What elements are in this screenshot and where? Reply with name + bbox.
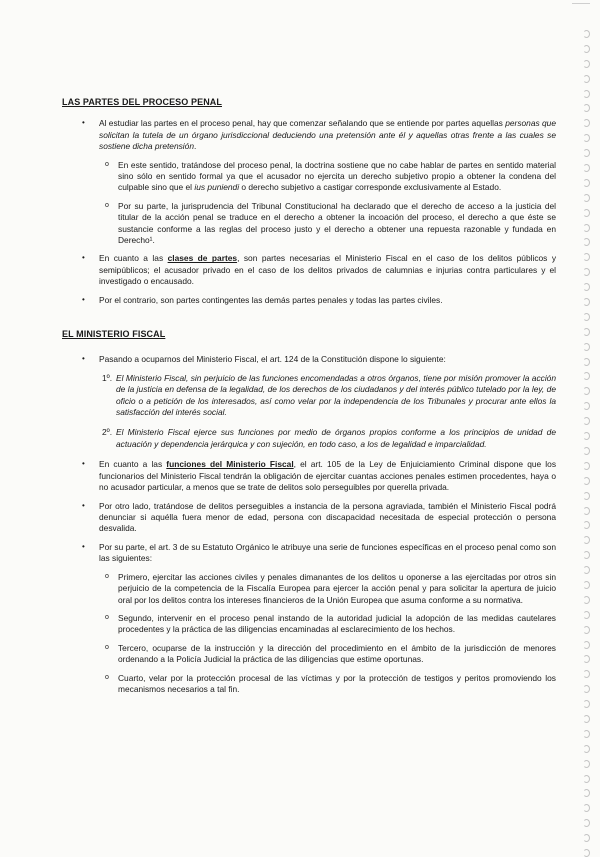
binder-hole xyxy=(583,90,590,98)
binder-hole xyxy=(583,819,590,827)
binder-hole xyxy=(583,641,590,649)
list-item-primero: o Primero, ejercitar las acciones civiles y penales dimanantes de los delitos u oponerse a las ejercitadas por otros sin perjuicio de la competencia de la Fiscalía Europea para ejercer la acción penal y para solicitar la apertura de juicio oral por los delitos contra los intereses financieros de la Unión Europea que asuma conforme a su normativa. xyxy=(62,572,556,606)
binder-hole xyxy=(583,745,590,753)
binder-hole xyxy=(583,611,590,619)
binder-hole xyxy=(583,477,590,485)
binder-hole xyxy=(583,283,590,291)
binder-hole xyxy=(583,685,590,693)
list-item-segundo: o Segundo, intervenir en el proceso penal instando de la autoridad judicial la adopción de las medidas cautelares procedentes y la práctica de las diligencias encaminadas al esclarecimiento de los hechos. xyxy=(62,613,556,636)
binder-hole xyxy=(583,492,590,500)
binder-hole xyxy=(583,596,590,604)
binder-hole xyxy=(583,521,590,529)
binder-hole xyxy=(583,179,590,187)
binder-hole xyxy=(583,30,590,38)
binder-hole xyxy=(583,238,590,246)
binder-hole xyxy=(583,551,590,559)
binder-hole xyxy=(583,119,590,127)
binder-hole xyxy=(583,462,590,470)
binder-hole xyxy=(583,581,590,589)
paragraph-partes-contingentes: • Por el contrario, son partes contingentes las demás partes penales y todas las partes civiles. xyxy=(62,295,556,306)
binder-hole xyxy=(583,60,590,68)
paragraph-otro-lado: • Por otro lado, tratándose de delitos perseguibles a instancia de la persona agraviada, también el Ministerio Fiscal podrá denunciar si aquélla fuera menor de edad, persona con discapacidad necesitada de especial protección o persona desvalida. xyxy=(62,501,556,535)
binder-hole xyxy=(583,75,590,83)
binder-hole xyxy=(583,328,590,336)
binder-hole xyxy=(583,536,590,544)
paragraph-funciones: • En cuanto a las funciones del Ministerio Fiscal, el art. 105 de la Ley de Enjuiciamiento Criminal dispone que los funcionarios del Ministerio Fiscal tendrán la obligación de ejercitar cuantas acciones penales estimen procedentes, haya o no acusador particular, a menos que se trate de delitos solo perseguibles por querella privada. xyxy=(62,459,556,493)
paragraph-estatuto: • Por su parte, el art. 3 de su Estatuto Orgánico le atribuye una serie de funciones específicas en el proceso penal como son las siguientes: xyxy=(62,542,556,565)
binder-hole xyxy=(583,253,590,261)
quote-point-1: 1º. El Ministerio Fiscal, sin perjuicio de las funciones encomendadas a otros órganos, tiene por misión promover la acción de la justicia en defensa de la legalidad, de los derechos de los ciudadanos y del interés público tutelado por la ley, de oficio o a petición de los interesados, así como velar por la independencia de los Tribunales y procurar ante ellos la satisfacción del interés social. xyxy=(102,372,556,418)
list-item-cuarto: o Cuarto, velar por la protección procesal de las víctimas y por la protección de testigos y peritos promoviendo los mecanismos necesarios a tal fin. xyxy=(62,673,556,696)
binder-hole xyxy=(583,507,590,515)
binder-hole xyxy=(583,343,590,351)
binder-hole xyxy=(583,417,590,425)
paragraph-intro-partes: • Al estudiar las partes en el proceso penal, hay que comenzar señalando que se entiende por partes aquellas personas que solicitan la tutela de un órgano jurisdiccional deduciendo una pretensión ante él y aquellas otras frente a las cuales se sostiene dicha pretensión. xyxy=(62,118,556,152)
list-item-tercero: o Tercero, ocuparse de la instrucción y la dirección del procedimiento en el ámbito de la jurisdicción de menores ordenando a la Policía Judicial la práctica de las diligencias que estime oportunas. xyxy=(62,643,556,666)
binder-hole xyxy=(583,313,590,321)
binder-hole xyxy=(583,566,590,574)
binder-hole xyxy=(583,209,590,217)
binder-hole xyxy=(583,45,590,53)
quote-point-2: 2º. El Ministerio Fiscal ejerce sus funciones por medio de órganos propios conforme a los principios de unidad de actuación y dependencia jerárquica y con sujeción, en todo caso, a los de legalidad e imparcialidad. xyxy=(102,427,556,449)
subparagraph-doctrina: o En este sentido, tratándose del proceso penal, la doctrina sostiene que no cabe hablar de partes en sentido material sino sólo en sentido formal ya que el acusador no ejercita un derecho subjetivo propio a obtener la condena del culpable sino que el ius puniendi o derecho subjetivo a castigar corresponde exclusivamente al Estado. xyxy=(62,160,556,194)
binder-hole xyxy=(583,194,590,202)
paragraph-clases-partes: • En cuanto a las clases de partes, son partes necesarias el Ministerio Fiscal en el caso de los delitos públicos y semipúblicos; el acusador privado en el caso de los delitos privados de calumnias e injurias contra particulares y el investigado o encausado. xyxy=(62,253,556,287)
binder-hole xyxy=(583,134,590,142)
binder-hole xyxy=(583,298,590,306)
binder-hole xyxy=(583,387,590,395)
binder-hole xyxy=(583,432,590,440)
binder-hole xyxy=(583,224,590,232)
binder-holes xyxy=(583,30,595,857)
binder-hole xyxy=(583,655,590,663)
binder-hole xyxy=(583,626,590,634)
binder-hole xyxy=(583,760,590,768)
binder-hole xyxy=(583,268,590,276)
binder-hole xyxy=(583,715,590,723)
document-body xyxy=(62,96,556,703)
scan-mark xyxy=(572,3,590,12)
binder-hole xyxy=(583,775,590,783)
binder-hole xyxy=(583,149,590,157)
binder-hole xyxy=(583,849,590,857)
section-title-partes: LAS PARTES DEL PROCESO PENAL xyxy=(62,97,222,107)
binder-hole xyxy=(583,804,590,812)
binder-hole xyxy=(583,789,590,797)
binder-hole xyxy=(583,834,590,842)
binder-hole xyxy=(583,164,590,172)
binder-hole xyxy=(583,372,590,380)
binder-hole xyxy=(583,730,590,738)
binder-hole xyxy=(583,104,590,112)
section-title-ministerio-fiscal: EL MINISTERIO FISCAL xyxy=(62,329,166,340)
binder-hole xyxy=(583,402,590,410)
binder-hole xyxy=(583,447,590,455)
binder-hole xyxy=(583,670,590,678)
binder-hole xyxy=(583,700,590,708)
binder-hole xyxy=(583,358,590,366)
subparagraph-jurisprudencia: o Por su parte, la jurisprudencia del Tribunal Constitucional ha declarado que el derecho de acceso a la justicia del titular de la acción penal se traduce en el derecho a obtener la incoación del proceso, el derecho a que éste se sustancie conforme a las reglas del proceso justo y el derecho a obtener una repuesta razonable y fundada en Derecho¹. xyxy=(62,201,556,247)
paragraph-art-124: • Pasando a ocuparnos del Ministerio Fiscal, el art. 124 de la Constitución dispone lo siguiente: xyxy=(62,354,556,365)
